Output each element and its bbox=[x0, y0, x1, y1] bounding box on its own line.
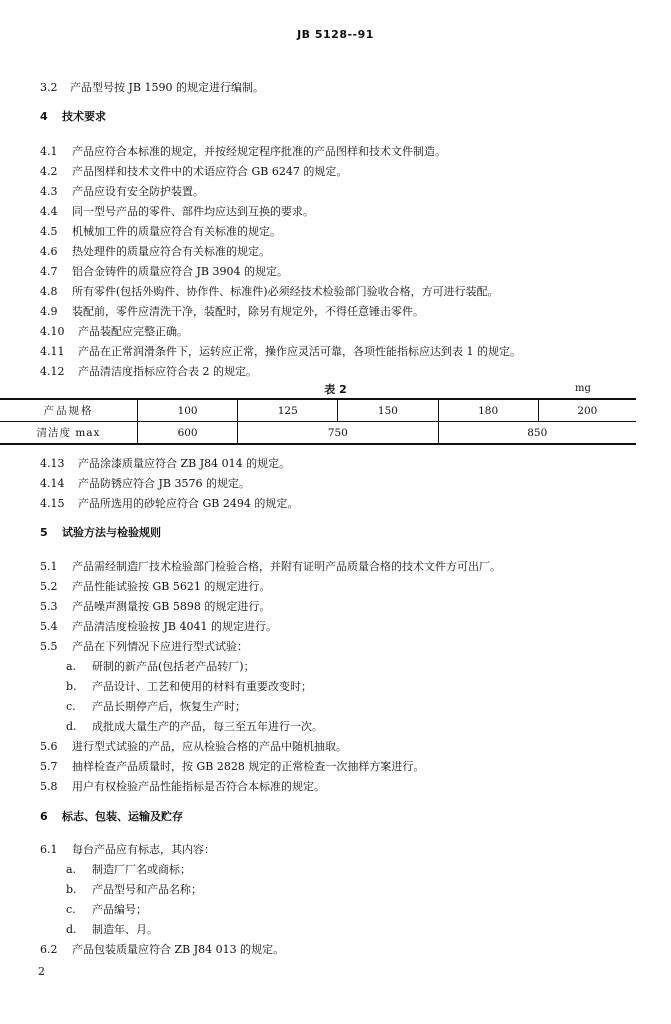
clause-5-2 bbox=[40, 580, 270, 594]
table-row bbox=[0, 422, 636, 445]
clause-number: 5.6 bbox=[40, 740, 58, 753]
item-letter: b. bbox=[66, 680, 77, 693]
clause-4-2 bbox=[40, 165, 347, 179]
clause-text: 产品所选用的砂轮应符合 GB 2494 的规定。 bbox=[78, 497, 299, 510]
clause-number: 4.1 bbox=[40, 145, 58, 158]
clause-5-5-a bbox=[66, 660, 255, 674]
clause-number: 4.15 bbox=[40, 497, 65, 510]
table-cell: 200 bbox=[538, 399, 636, 422]
clause-number: 6.2 bbox=[40, 943, 58, 956]
item-text: 产品长期停产后，恢复生产时； bbox=[92, 700, 246, 713]
clause-text: 同一型号产品的零件、部件均应达到互换的要求。 bbox=[72, 205, 314, 218]
clause-text: 装配前，零件应清洗干净，装配时，除另有规定外，不得任意锤击零件。 bbox=[72, 305, 424, 318]
clause-4-6 bbox=[40, 245, 270, 259]
clause-number: 5.4 bbox=[40, 620, 58, 633]
clause-4-4 bbox=[40, 205, 314, 219]
clause-number: 4.2 bbox=[40, 165, 58, 178]
clause-number: 4.5 bbox=[40, 225, 58, 238]
clause-number: 4.10 bbox=[40, 325, 65, 338]
clause-5-6 bbox=[40, 740, 347, 754]
table-cell: 100 bbox=[138, 399, 238, 422]
item-text: 产品设计、工艺和使用的材料有重要改变时； bbox=[92, 680, 312, 693]
table-cell: 150 bbox=[338, 399, 438, 422]
section-number: 5 bbox=[40, 526, 48, 539]
page-number: 2 bbox=[38, 965, 45, 978]
item-letter: a. bbox=[66, 660, 77, 673]
clause-number: 4.8 bbox=[40, 285, 58, 298]
section-6-heading bbox=[40, 810, 183, 824]
clause-text: 抽样检查产品质量时，按 GB 2828 规定的正常检查一次抽样方案进行。 bbox=[72, 760, 425, 773]
clause-4-11 bbox=[40, 345, 521, 359]
item-letter: c. bbox=[66, 700, 76, 713]
clause-5-3 bbox=[40, 600, 270, 614]
clause-text: 产品涂漆质量应符合 ZB J84 014 的规定。 bbox=[78, 457, 291, 470]
clause-text: 产品性能试验按 GB 5621 的规定进行。 bbox=[72, 580, 271, 593]
clause-6-1-b bbox=[66, 883, 202, 897]
row-label-spec: 产品规格 bbox=[0, 399, 138, 422]
section-number: 6 bbox=[40, 810, 48, 823]
clause-number: 5.3 bbox=[40, 600, 58, 613]
clause-text: 产品型号按 JB 1590 的规定进行编制。 bbox=[70, 81, 264, 94]
table-2-caption: 表 2 bbox=[324, 383, 347, 396]
clause-number: 4.6 bbox=[40, 245, 58, 258]
clause-text: 产品清洁度指标应符合表 2 的规定。 bbox=[78, 365, 257, 378]
clause-number: 4.9 bbox=[40, 305, 58, 318]
clause-4-15 bbox=[40, 497, 298, 511]
item-text: 产品编号； bbox=[92, 903, 147, 916]
clause-4-10 bbox=[40, 325, 188, 339]
item-letter: d. bbox=[66, 923, 77, 936]
clause-text: 产品需经制造厂技术检验部门检验合格，并附有证明产品质量合格的技术文件方可出厂。 bbox=[72, 560, 501, 573]
table-cell: 850 bbox=[438, 422, 636, 445]
clause-5-7 bbox=[40, 760, 424, 774]
row-label-cleanliness: 清洁度 max bbox=[0, 422, 138, 445]
clause-number: 5.8 bbox=[40, 780, 58, 793]
clause-text: 热处理件的质量应符合有关标准的规定。 bbox=[72, 245, 270, 258]
clause-text: 产品噪声测量按 GB 5898 的规定进行。 bbox=[72, 600, 271, 613]
clause-4-1 bbox=[40, 145, 446, 159]
clause-6-1-c bbox=[66, 903, 147, 917]
clause-text: 机械加工件的质量应符合有关标准的规定。 bbox=[72, 225, 281, 238]
clause-number: 4.3 bbox=[40, 185, 58, 198]
clause-number: 6.1 bbox=[40, 843, 58, 856]
cleanliness-table bbox=[0, 398, 636, 445]
section-title: 技术要求 bbox=[62, 110, 106, 123]
clause-5-4 bbox=[40, 620, 277, 634]
table-2-unit: mg bbox=[575, 383, 591, 394]
item-text: 成批成大量生产的产品，每三至五年进行一次。 bbox=[92, 720, 323, 733]
clause-text: 产品包装质量应符合 ZB J84 013 的规定。 bbox=[72, 943, 285, 956]
clause-number: 4.7 bbox=[40, 265, 58, 278]
table-cell: 125 bbox=[238, 399, 338, 422]
clause-text: 所有零件(包括外购件、协作件、标准件)必须经技术检验部门验收合格，方可进行装配。 bbox=[72, 285, 499, 298]
clause-number: 5.5 bbox=[40, 640, 58, 653]
clause-text: 产品装配应完整正确。 bbox=[78, 325, 188, 338]
clause-6-1 bbox=[40, 843, 215, 857]
clause-5-5-d bbox=[66, 720, 323, 734]
section-4-heading bbox=[40, 110, 106, 124]
section-number: 4 bbox=[40, 110, 48, 123]
item-letter: c. bbox=[66, 903, 76, 916]
section-title: 标志、包装、运输及贮存 bbox=[62, 810, 183, 823]
item-letter: a. bbox=[66, 863, 77, 876]
clause-text: 产品在下列情况下应进行型式试验： bbox=[72, 640, 248, 653]
clause-4-3 bbox=[40, 185, 204, 199]
item-text: 产品型号和产品名称； bbox=[92, 883, 202, 896]
clause-text: 每台产品应有标志，其内容： bbox=[72, 843, 215, 856]
clause-text: 产品应设有安全防护装置。 bbox=[72, 185, 204, 198]
clause-4-12 bbox=[40, 365, 257, 379]
clause-text: 产品应符合本标准的规定，并按经规定程序批准的产品图样和技术文件制造。 bbox=[72, 145, 446, 158]
clause-text: 用户有权检验产品性能指标是否符合本标准的规定。 bbox=[72, 780, 325, 793]
item-text: 制造厂厂名或商标； bbox=[92, 863, 191, 876]
clause-number: 4.12 bbox=[40, 365, 65, 378]
clause-4-14 bbox=[40, 477, 250, 491]
item-text: 研制的新产品(包括老产品转厂)； bbox=[92, 660, 255, 673]
clause-4-7 bbox=[40, 265, 288, 279]
clause-text: 产品清洁度检验按 JB 4041 的规定进行。 bbox=[72, 620, 277, 633]
clause-5-8 bbox=[40, 780, 325, 794]
clause-4-5 bbox=[40, 225, 281, 239]
table-cell: 750 bbox=[238, 422, 438, 445]
clause-5-5 bbox=[40, 640, 248, 654]
clause-6-1-a bbox=[66, 863, 191, 877]
clause-text: 产品在正常润滑条件下，运转应正常，操作应灵活可靠，各项性能指标应达到表 1 的规定。 bbox=[78, 345, 521, 358]
clause-4-8 bbox=[40, 285, 499, 299]
clause-number: 3.2 bbox=[40, 81, 58, 94]
clause-3-2 bbox=[40, 81, 264, 95]
item-letter: d. bbox=[66, 720, 77, 733]
clause-6-2 bbox=[40, 943, 284, 957]
clause-text: 铝合金铸件的质量应符合 JB 3904 的规定。 bbox=[72, 265, 288, 278]
item-text: 制造年、月。 bbox=[92, 923, 158, 936]
clause-number: 5.7 bbox=[40, 760, 58, 773]
clause-5-5-c bbox=[66, 700, 246, 714]
clause-number: 5.1 bbox=[40, 560, 58, 573]
clause-number: 4.4 bbox=[40, 205, 58, 218]
table-cell: 180 bbox=[438, 399, 538, 422]
clause-number: 4.14 bbox=[40, 477, 65, 490]
standard-number-header: JB 5128--91 bbox=[297, 28, 374, 41]
clause-number: 4.13 bbox=[40, 457, 65, 470]
section-title: 试验方法与检验规则 bbox=[62, 526, 161, 539]
table-row bbox=[0, 399, 636, 422]
table-cell: 600 bbox=[138, 422, 238, 445]
clause-text: 进行型式试验的产品，应从检验合格的产品中随机抽取。 bbox=[72, 740, 347, 753]
clause-4-9 bbox=[40, 305, 424, 319]
clause-6-1-d bbox=[66, 923, 158, 937]
item-letter: b. bbox=[66, 883, 77, 896]
clause-5-5-b bbox=[66, 680, 312, 694]
clause-text: 产品图样和技术文件中的术语应符合 GB 6247 的规定。 bbox=[72, 165, 348, 178]
clause-4-13 bbox=[40, 457, 290, 471]
clause-number: 5.2 bbox=[40, 580, 58, 593]
clause-number: 4.11 bbox=[40, 345, 65, 358]
clause-text: 产品防锈应符合 JB 3576 的规定。 bbox=[78, 477, 250, 490]
clause-5-1 bbox=[40, 560, 501, 574]
section-5-heading bbox=[40, 526, 161, 540]
